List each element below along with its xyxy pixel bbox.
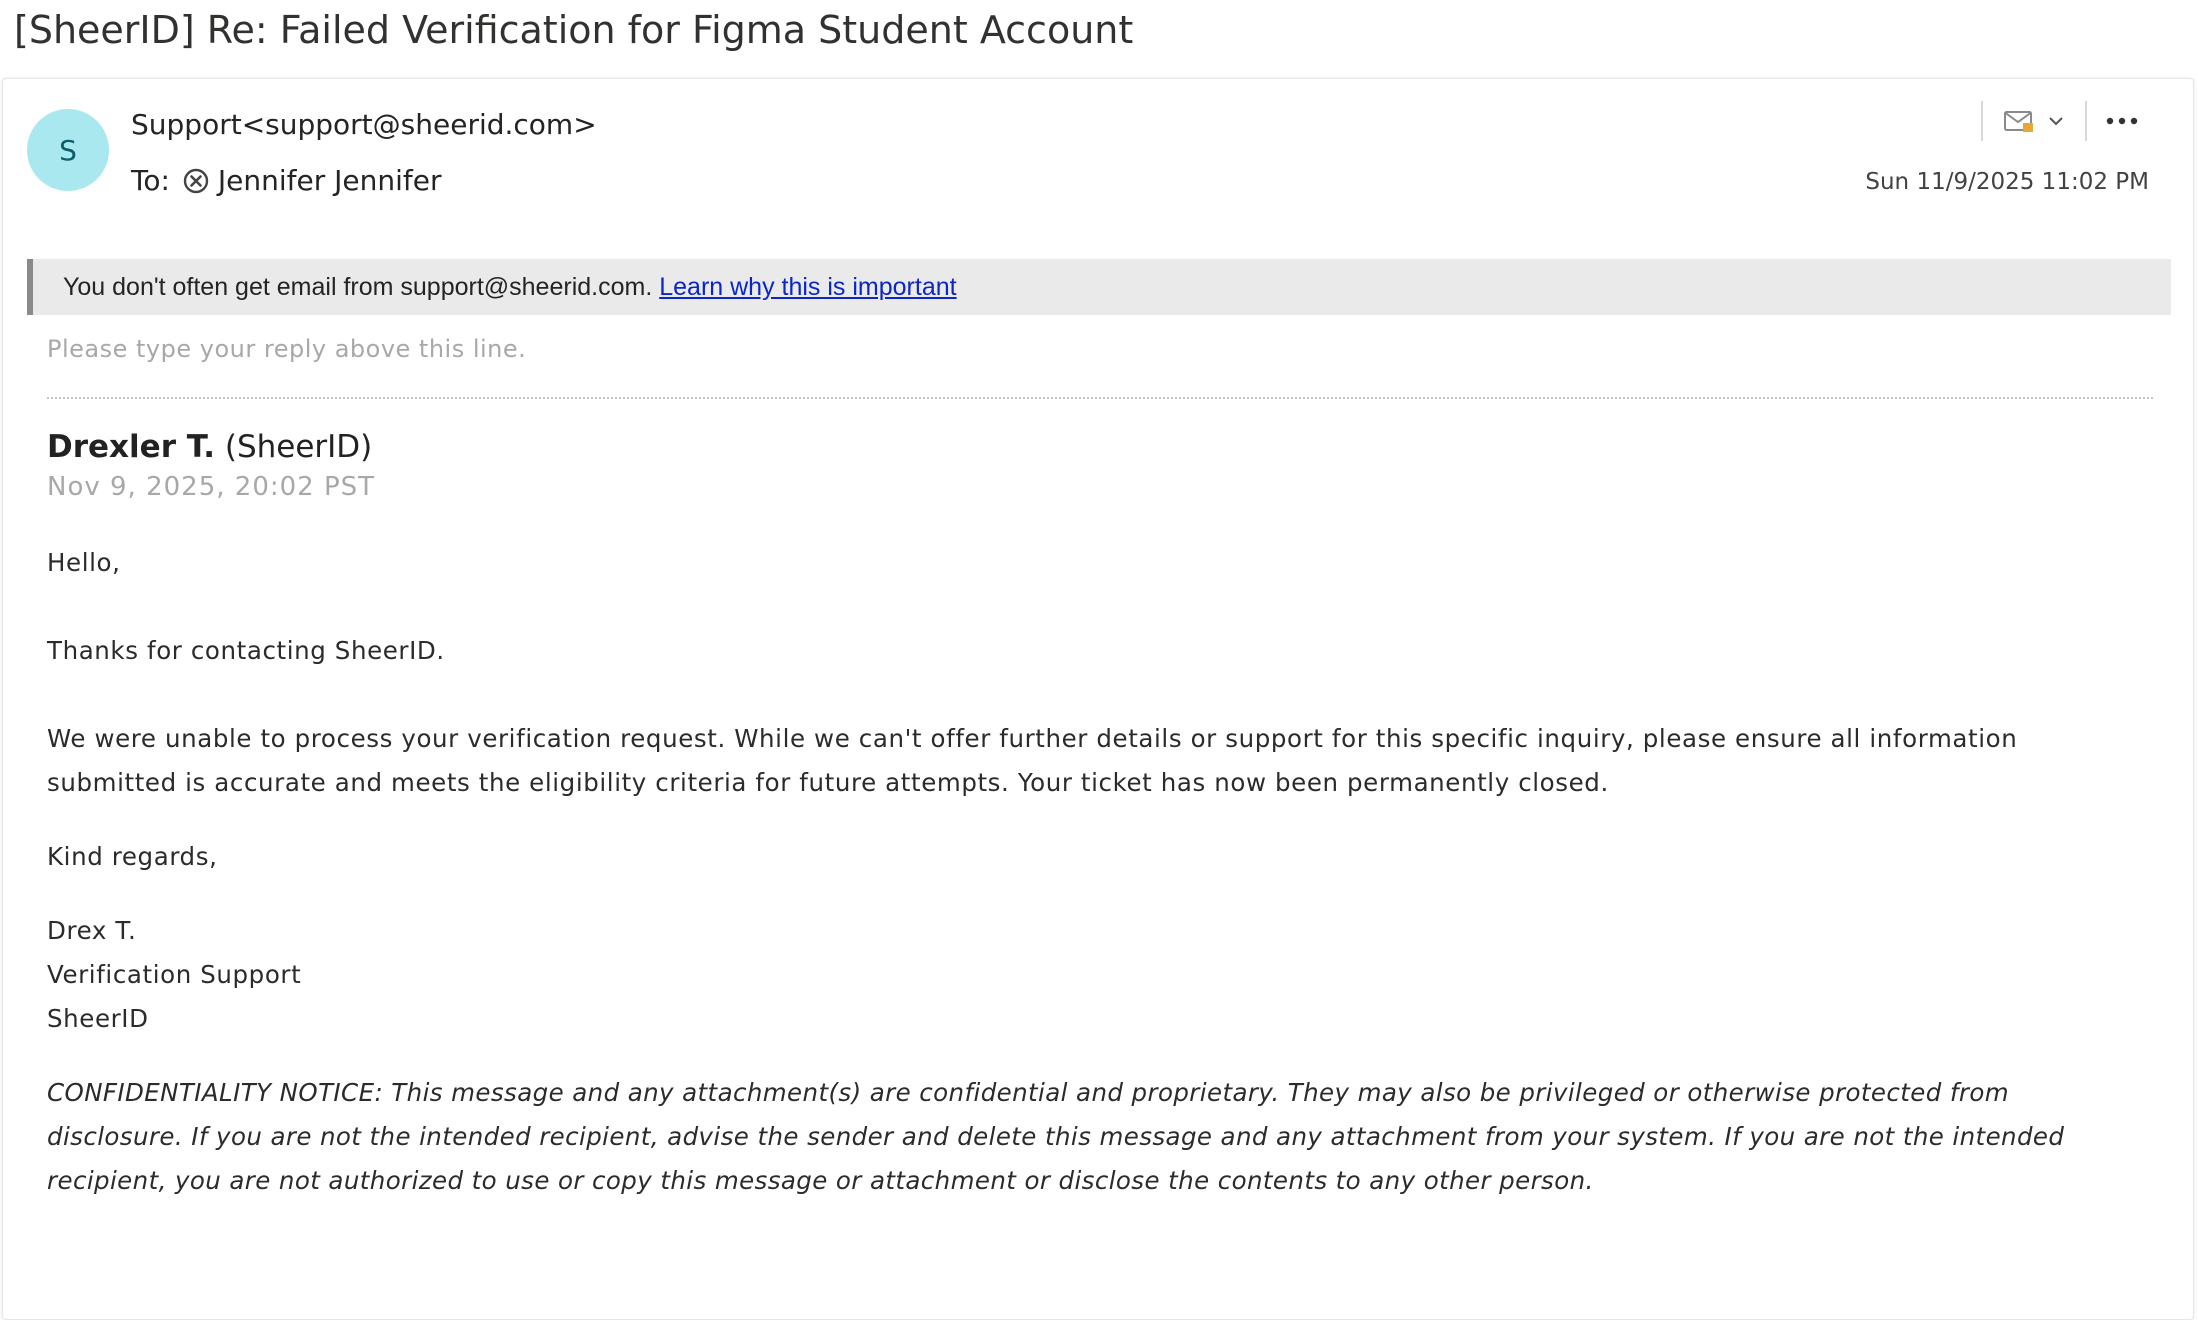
thanks-paragraph: Thanks for contacting SheerID. <box>47 636 445 665</box>
envelope-icon <box>2003 108 2035 134</box>
confidentiality-notice: CONFIDENTIALITY NOTICE: This message and any attachment(s) are confidential and proprietary. They may also be privileged or otherwise protected from disclosure. If you are not the intended recipient, advise the sender and delete this message and any attachment from your system. If you are not the intended recipient, you are not authorized to use or copy this message or attachment or disclose the contents to any other person. <box>47 1078 2065 1195</box>
sent-date: Sun 11/9/2025 11:02 PM <box>1865 169 2149 195</box>
agent-timestamp: Nov 9, 2025, 20:02 PST <box>47 472 376 502</box>
closing: Kind regards, <box>47 842 218 871</box>
recipient-status-icon <box>182 167 210 195</box>
reply-above-line: Please type your reply above this line. <box>47 335 527 363</box>
more-icon <box>2105 116 2139 126</box>
sender-avatar[interactable] <box>27 109 109 191</box>
warning-text: You don't often get email from support@sheerid.com. <box>63 273 653 301</box>
to-label: To: <box>131 164 170 197</box>
agent-name: Drexler T. <box>47 429 215 465</box>
message-format-button[interactable] <box>1983 101 2085 141</box>
external-sender-warning <box>27 259 2171 315</box>
recipient-name[interactable]: Jennifer Jennifer <box>217 164 442 197</box>
sender-name[interactable]: Support<support@sheerid.com> <box>131 108 597 141</box>
message-body <box>47 329 2153 1203</box>
agent-header <box>47 427 2153 467</box>
email-subject: [SheerID] Re: Failed Verification for Figma Student Account <box>14 8 1134 52</box>
agent-org: (SheerID) <box>224 429 373 465</box>
body-paragraph: We were unable to process your verification request. While we can't offer further details or support for this specific inquiry, please ensure all information submitted is accurate and meets the eligibility criteria for future attempts. Your ticket has now been permanently closed. <box>47 724 2018 797</box>
reply-divider <box>47 397 2153 399</box>
learn-why-link[interactable]: Learn why this is important <box>659 273 957 301</box>
recipient-row <box>131 161 442 201</box>
signature-title: Verification Support <box>47 960 302 989</box>
avatar-initial: S <box>59 133 77 167</box>
signature-name: Drex T. <box>47 916 137 945</box>
signature-company: SheerID <box>47 1004 149 1033</box>
message-toolbar <box>1981 101 2157 141</box>
greeting: Hello, <box>47 548 121 577</box>
more-actions-button[interactable] <box>2087 101 2157 141</box>
message-card <box>2 78 2194 1320</box>
chevron-down-icon <box>2047 115 2065 127</box>
